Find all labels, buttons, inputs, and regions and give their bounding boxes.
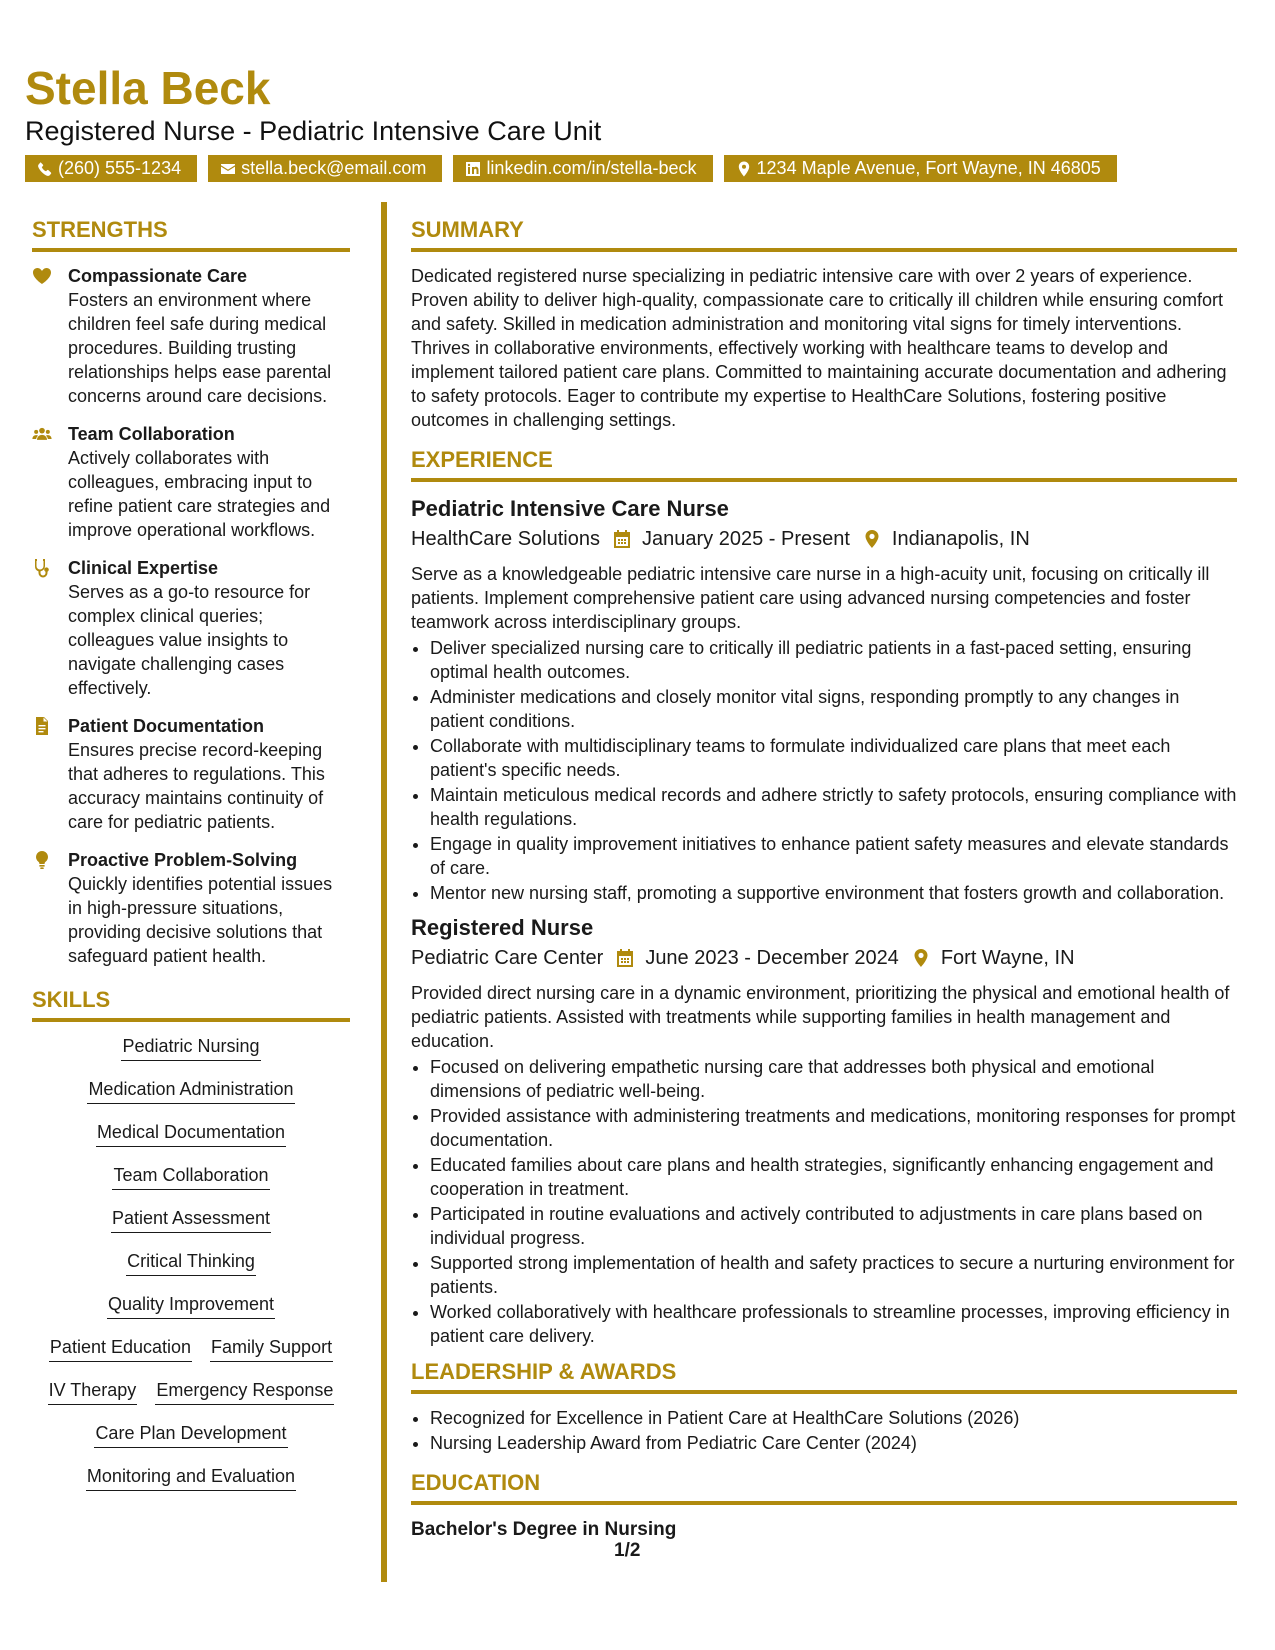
- heart-icon: [32, 266, 52, 286]
- skill-tag: Medical Documentation: [96, 1120, 286, 1147]
- job-bullet: • Focused on delivering empathetic nursing care that addresses both physical and emotional dimensions of pediatric well-being.: [430, 1055, 1237, 1103]
- summary-text: Dedicated registered nurse specializing in pediatric intensive care with over 2 years of experience. Proven ability to deliver high-quality, compassionate care to critically ill children while ensuring comfort and safety. Skilled in medication administration and monitoring vital signs for timely interventions. Thrives in collaborative environments, effectively working with healthcare teams to develop and implement tailored patient care plans. Committed to maintaining accurate documentation and adhering to safety protocols. Eager to contribute my expertise to HealthCare Solutions, fostering positive outcomes in challenging settings.: [411, 266, 1227, 430]
- job-location: Indianapolis, IN: [891, 528, 1030, 550]
- contact-email[interactable]: [208, 155, 442, 182]
- job-entry: [411, 913, 1237, 1348]
- skill-tag: Monitoring and Evaluation: [86, 1464, 296, 1491]
- skill-tag: Patient Assessment: [111, 1206, 271, 1233]
- strength-desc: Actively collaborates with colleagues, embracing input to refine patient care strategies and improve operational workflows.: [68, 448, 331, 540]
- job-title: Registered Nurse: [411, 915, 594, 940]
- strength-desc: Serves as a go-to resource for complex clinical queries; colleagues value insights to navigate challenging cases effectively.: [68, 582, 311, 698]
- job-bullet: • Participated in routine evaluations and actively contributed to adjustments in care plans based on individual progress.: [430, 1202, 1237, 1250]
- calendar-icon: [615, 948, 635, 968]
- strength-item: [32, 264, 350, 408]
- lightbulb-icon: [32, 850, 52, 870]
- strengths-heading: STRENGTHS: [32, 216, 350, 252]
- phone-icon: [37, 161, 53, 177]
- envelope-icon: [220, 161, 236, 177]
- job-bullet: • Educated families about care plans and health strategies, significantly enhancing engagement and cooperation in treatment.: [430, 1153, 1237, 1201]
- stethoscope-icon: [32, 558, 52, 578]
- map-pin-icon: [736, 161, 752, 177]
- linkedin-text: linkedin.com/in/stella-beck: [486, 158, 697, 178]
- job-bullets: [411, 1055, 1237, 1348]
- column-divider: [381, 202, 387, 1582]
- job-company: HealthCare Solutions: [411, 528, 600, 550]
- job-bullet: • Worked collaboratively with healthcare professionals to streamline processes, improving efficiency in patient care delivery.: [430, 1300, 1237, 1348]
- skills-list: [32, 1034, 350, 1507]
- job-bullet: • Mentor new nursing staff, promoting a supportive environment that fosters growth and collaboration.: [430, 881, 1237, 905]
- strength-desc: Ensures precise record-keeping that adheres to regulations. This accuracy maintains continuity of care for pediatric patients.: [68, 740, 325, 832]
- skill-tag: Family Support: [210, 1335, 333, 1362]
- skill-tag: Quality Improvement: [107, 1292, 275, 1319]
- strength-title: Compassionate Care: [68, 266, 248, 286]
- job-bullets: [411, 636, 1237, 905]
- skill-tag: Critical Thinking: [126, 1249, 256, 1276]
- contact-bar: [25, 155, 1250, 182]
- map-pin-icon: [862, 529, 882, 549]
- job-dates: January 2025 - Present: [642, 528, 850, 550]
- phone-text: (260) 555-1234: [58, 158, 182, 178]
- education-heading: EDUCATION: [411, 1469, 1237, 1505]
- job-dates: June 2023 - December 2024: [645, 947, 899, 969]
- job-bullet: • Maintain meticulous medical records and adhere strictly to safety protocols, ensuring compliance with health regulations.: [430, 783, 1237, 831]
- page-number: 1/2: [614, 1540, 641, 1561]
- left-column: [32, 216, 350, 1507]
- award-item: • Nursing Leadership Award from Pediatric Care Center (2024): [430, 1431, 1237, 1455]
- skill-tag: Emergency Response: [155, 1378, 334, 1405]
- skill-tag: Care Plan Development: [94, 1421, 287, 1448]
- job-bullet: • Collaborate with multidisciplinary teams to formulate individualized care plans that meet each patient's specific needs.: [430, 734, 1237, 782]
- job-meta: [411, 943, 1237, 973]
- skill-tag: Patient Education: [49, 1335, 192, 1362]
- contact-linkedin[interactable]: [453, 155, 712, 182]
- strength-title: Clinical Expertise: [68, 558, 219, 578]
- headline: Registered Nurse - Pediatric Intensive Care Unit: [25, 116, 602, 146]
- job-meta: [411, 524, 1237, 554]
- resume-header: [25, 58, 1250, 182]
- address-text: 1234 Maple Avenue, Fort Wayne, IN 46805: [756, 158, 1101, 178]
- job-bullet: • Provided assistance with administering treatments and medications, monitoring responses for prompt documentation.: [430, 1104, 1237, 1152]
- strength-title: Team Collaboration: [68, 424, 235, 444]
- strength-item: [32, 714, 350, 834]
- skills-heading: SKILLS: [32, 986, 350, 1022]
- strength-desc: Fosters an environment where children feel safe during medical procedures. Building trusting relationships helps ease parental concerns around care decisions.: [68, 290, 332, 406]
- users-icon: [32, 424, 52, 444]
- document-icon: [32, 716, 52, 736]
- map-pin-icon: [911, 948, 931, 968]
- education-degree: Bachelor's Degree in Nursing: [411, 1519, 677, 1540]
- email-text: stella.beck@email.com: [241, 158, 427, 178]
- calendar-icon: [612, 529, 632, 549]
- strength-item: [32, 422, 350, 542]
- job-bullet: • Supported strong implementation of health and safety practices to secure a nurturing environment for patients.: [430, 1251, 1237, 1299]
- job-description: Provided direct nursing care in a dynamic environment, prioritizing the physical and emotional health of pediatric patients. Assisted with treatments while supporting families in health management and education.: [411, 983, 1230, 1051]
- job-description: Serve as a knowledgeable pediatric intensive care nurse in a high-acuity unit, focusing on critically ill patients. Implement comprehensive patient care using advanced nursing competencies and foster teamwork across interdisciplinary groups.: [411, 564, 1210, 632]
- job-bullet: • Engage in quality improvement initiatives to enhance patient safety measures and elevate standards of care.: [430, 832, 1237, 880]
- right-column: [411, 216, 1237, 1543]
- job-company: Pediatric Care Center: [411, 947, 604, 969]
- strength-item: [32, 848, 350, 968]
- skill-tag: Pediatric Nursing: [121, 1034, 260, 1061]
- leadership-list: [411, 1406, 1237, 1455]
- strength-title: Proactive Problem-Solving: [68, 850, 298, 870]
- skill-tag: Medication Administration: [87, 1077, 294, 1104]
- contact-phone[interactable]: [25, 155, 197, 182]
- strength-item: [32, 556, 350, 700]
- skill-tag: IV Therapy: [48, 1378, 138, 1405]
- strength-title: Patient Documentation: [68, 716, 265, 736]
- linkedin-icon: [465, 161, 481, 177]
- job-entry: [411, 494, 1237, 905]
- job-bullet: • Administer medications and closely monitor vital signs, responding promptly to any changes in patient conditions.: [430, 685, 1237, 733]
- job-title: Pediatric Intensive Care Nurse: [411, 496, 729, 521]
- skill-tag: Team Collaboration: [112, 1163, 269, 1190]
- summary-heading: SUMMARY: [411, 216, 1237, 252]
- experience-heading: EXPERIENCE: [411, 446, 1237, 482]
- strength-desc: Quickly identifies potential issues in high-pressure situations, providing decisive solutions that safeguard patient health.: [68, 874, 333, 966]
- job-bullet: • Deliver specialized nursing care to critically ill pediatric patients in a fast-paced setting, ensuring optimal health outcomes.: [430, 636, 1237, 684]
- job-location: Fort Wayne, IN: [940, 947, 1075, 969]
- leadership-heading: LEADERSHIP & AWARDS: [411, 1358, 1237, 1394]
- contact-address: [724, 155, 1117, 182]
- award-item: • Recognized for Excellence in Patient Care at HealthCare Solutions (2026): [430, 1406, 1237, 1430]
- candidate-name: Stella Beck: [25, 62, 271, 114]
